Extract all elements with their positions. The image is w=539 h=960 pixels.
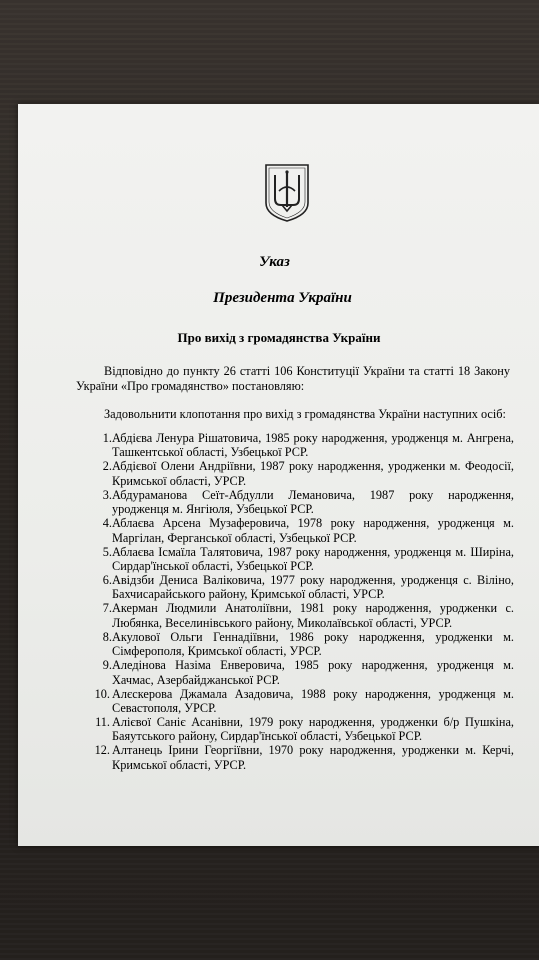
item-text: Аблаєва Ісмаїла Талятовича, 1987 року народження, уродженця м. Ширіна, Сирдар'їнської області, Узбецької РСР.: [112, 544, 514, 573]
item-text: Алєскерова Джамала Азадовича, 1988 року народження, уродженця м. Севастополя, УРСР.: [112, 686, 514, 715]
item-number: 12.: [94, 743, 110, 758]
preamble: Відповідно до пункту 26 статті 106 Конституції України та статті 18 Закону України «Про громадянство» постановляю:: [76, 364, 510, 393]
list-item: [76, 431, 514, 459]
decision-text: Задовольнити клопотання про вихід з громадянства України наступних осіб:: [104, 407, 506, 421]
list-item: [76, 743, 514, 771]
list-item: [76, 715, 514, 743]
item-text: Абдієвої Олени Андріївни, 1987 року народження, уродженки м. Феодосії, Кримської області, УРСР.: [112, 459, 514, 488]
list-item: [76, 630, 514, 658]
item-number: 8.: [102, 629, 112, 644]
list-item: [76, 488, 514, 516]
list-item: [76, 573, 514, 601]
item-text: Аблаєва Арсена Музаферовича, 1978 року народження, уродженця м. Маргілан, Ферганської області, Узбецької РСР.: [112, 516, 514, 545]
list-item: [76, 601, 514, 629]
item-number: 7.: [102, 601, 112, 616]
item-number: 6.: [102, 572, 112, 587]
document-subject: Про вихід з громадянства України: [177, 330, 381, 345]
document-title: Указ: [259, 254, 290, 270]
item-number: 4.: [102, 516, 112, 531]
item-text: Авідзби Дениса Валіковича, 1977 року народження, уродженця с. Віліно, Бахчисарайського району, Кримської області, УРСР.: [112, 572, 514, 602]
list-item: [76, 459, 514, 487]
item-number: 10.: [94, 686, 110, 701]
list-item: [76, 545, 514, 573]
item-number: 3.: [102, 487, 112, 502]
item-text: Акерман Людмили Анатоліївни, 1981 року народження, уродженки с. Любянка, Веселинівського району, Миколаївської області, УРСР.: [112, 601, 514, 630]
item-text: Алієвої Саніє Асанівни, 1979 року народження, уродженки б/р Пушкіна, Баяутського району, Сирдар'їнської області, Узбецької РСР.: [112, 714, 514, 744]
item-text: Абдієва Ленура Рішатовича, 1985 року народження, уродженця м. Ангрена, Ташкентської області, Узбецької РСР.: [112, 431, 514, 460]
item-number: 5.: [102, 544, 112, 559]
item-text: Алтанець Ірини Георгіївни, 1970 року народження, уродженки м. Керчі, Кримської області, УРСР.: [112, 743, 514, 772]
list-item: [76, 658, 514, 686]
list-item: [76, 687, 514, 715]
item-text: Аледінова Назіма Енверовича, 1985 року народження, уродженця м. Хачмас, Азербайджанської РСР.: [112, 658, 514, 687]
item-number: 9.: [102, 658, 112, 673]
item-text: Акулової Ольги Геннадіївни, 1986 року народження, уродженки м. Сімферополя, Кримської області, УРСР.: [112, 629, 514, 659]
item-number: 11.: [95, 714, 110, 729]
document-subtitle: Президента України: [213, 290, 352, 306]
trident-coat-of-arms-icon: [264, 163, 310, 223]
item-number: 2.: [102, 459, 112, 474]
persons-list: [76, 431, 514, 772]
item-number: 1.: [102, 431, 112, 445]
list-item: [76, 516, 514, 544]
item-text: Абдураманова Сеїт-Абдулли Лемановича, 1987 року народження, уродженця м. Янгіюля, Узбецької РСР.: [112, 487, 514, 517]
